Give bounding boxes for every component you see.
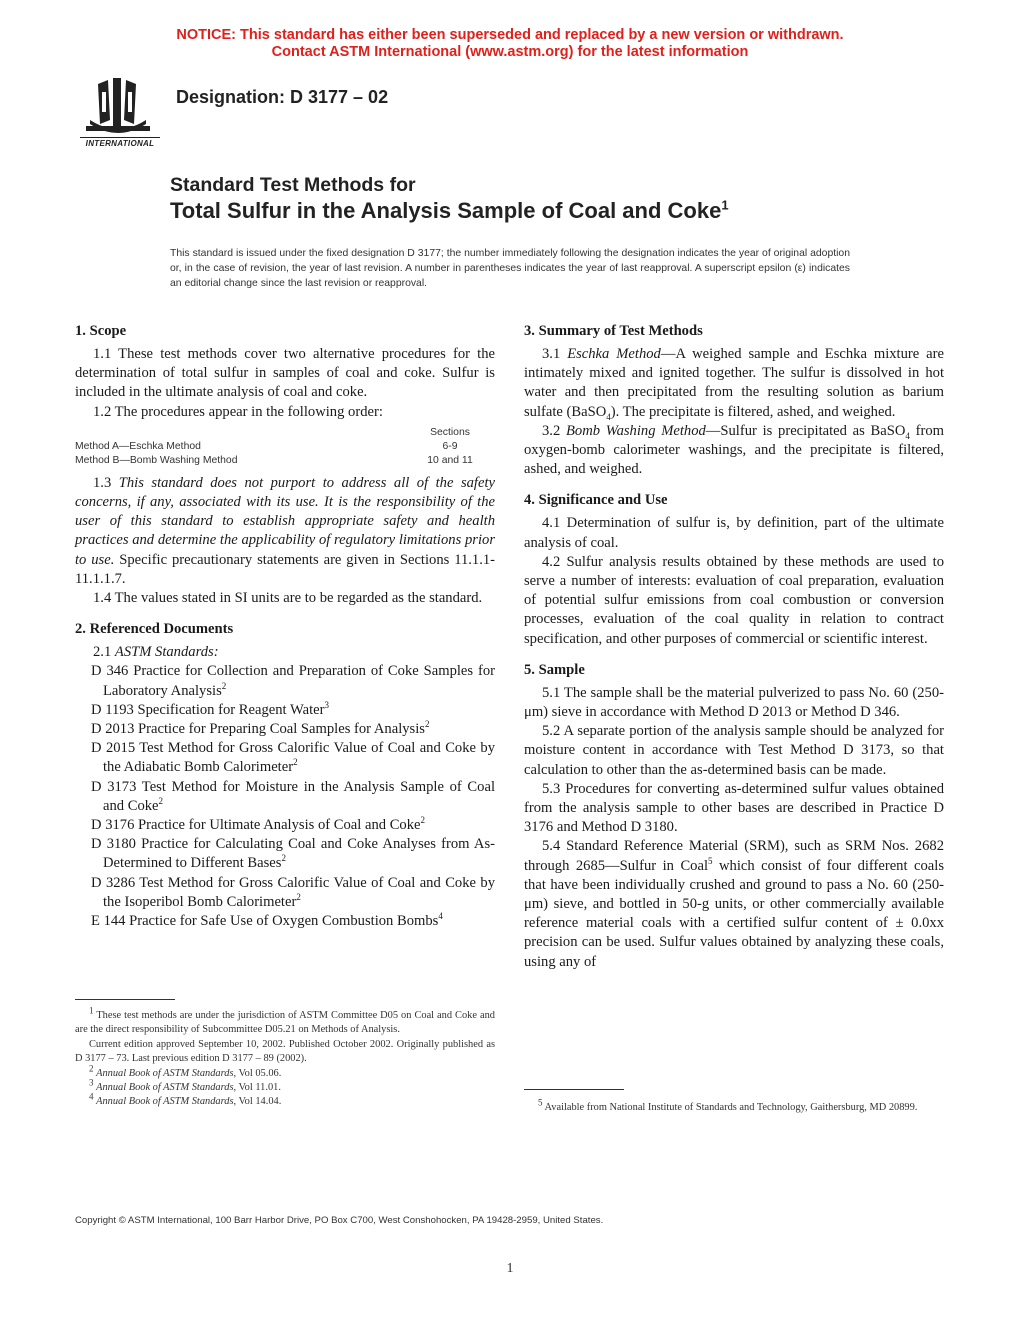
page-number: 1	[506, 1261, 514, 1276]
footnote-rule-left	[75, 999, 175, 1000]
footnote-5-text: Available from National Institute of Standards and Technology, Gaithersburg, MD 20899.	[544, 1102, 918, 1113]
footnotes-left	[75, 1005, 495, 1110]
para-3-1-text-a: —A weighed sample and Eschka mixture are intimately mixed and ignited together. The sulfur is dissolved in hot water and then precipitated from the resulting solution as barium sulfate (BaSO	[524, 346, 944, 420]
footnote-2-vol: , Vol 05.06.	[233, 1067, 282, 1079]
para-3-1-title: Eschka Method	[567, 346, 661, 362]
methods-table	[75, 426, 495, 468]
para-3-2-sub: 4	[905, 430, 910, 441]
para-1-1: 1.1 These test methods cover two alternative procedures for the determination of total sulfur in samples of coal and coke. Sulfur is included in the ultimate analysis of coal and coke.	[75, 346, 495, 401]
para-5-4-text-a: 5.4 Standard Reference Material (SRM), such as SRM Nos. 2682 through 2685—Sulfur in Coal	[524, 838, 944, 874]
para-3-2-num: 3.2	[542, 422, 561, 439]
footnote-rule-right	[524, 1089, 624, 1090]
ref-text: D 346 Practice for Collection and Preparation of Coke Samples for Laboratory Analysis	[91, 663, 495, 699]
list-item	[75, 778, 495, 816]
para-3-1-text-b: ). The precipitate is filtered, ashed, and weighed.	[610, 403, 896, 420]
footnote-5-mark: 5	[538, 1097, 543, 1108]
ref-text: D 1193 Specification for Reagent Water	[91, 701, 325, 718]
withdrawn-notice	[0, 27, 1020, 61]
copyright-line: Copyright © ASTM International, 100 Barr Harbor Drive, PO Box C700, West Conshohocken, PA 19428-2959, United States.	[75, 1215, 604, 1226]
title-line-2	[170, 198, 729, 224]
footnote-2-book: Annual Book of ASTM Standards	[96, 1067, 234, 1079]
list-item	[75, 739, 495, 777]
para-3-1-sub: 4	[606, 411, 611, 422]
heading-referenced-documents: 2. Referenced Documents	[75, 621, 234, 638]
para-1-3-num: 1.3	[93, 474, 112, 491]
footnote-4-vol: , Vol 14.04.	[233, 1096, 282, 1108]
title-main: Total Sulfur in the Analysis Sample of Coal and Coke	[170, 198, 722, 223]
heading-significance: 4. Significance and Use	[524, 492, 668, 509]
ref-footnote: 2	[424, 719, 430, 730]
footnote-4-book: Annual Book of ASTM Standards	[96, 1096, 234, 1108]
method-b-sections: 10 and 11	[427, 454, 473, 466]
para-5-2: 5.2 A separate portion of the analysis sample should be analyzed for moisture content in accordance with Test Method D 3173, so that calculation to other than the as-determined basis can be made.	[524, 723, 944, 778]
notice-line-1: NOTICE: This standard has either been superseded and replaced by a new version or withdrawn.	[176, 27, 844, 43]
ref-text: D 3180 Practice for Calculating Coal and Coke Analyses from As-Determined to Different Bases	[91, 836, 495, 872]
footnote-5	[524, 1097, 944, 1115]
footnote-3	[75, 1077, 495, 1095]
ref-footnote: 2	[158, 796, 164, 806]
method-a-sections: 6-9	[442, 440, 458, 452]
ref-footnote: 3	[324, 699, 329, 710]
ref-footnote: 2	[296, 892, 301, 903]
footnote-1-text: These test methods are under the jurisdiction of ASTM Committee D05 on Coal and Coke and are the direct responsibility of Subcommittee D05.21 on Methods of Analysis.	[75, 1010, 495, 1036]
footnote-2-mark: 2	[89, 1063, 94, 1074]
footnote-3-vol: , Vol 11.01.	[233, 1082, 281, 1094]
para-1-4: 1.4 The values stated in SI units are to be regarded as the standard.	[93, 590, 483, 607]
ref-footnote: 2	[281, 853, 286, 864]
para-5-3: 5.3 Procedures for converting as-determined sulfur values obtained from the analysis sample to other bases are described in Practice D 3176 and Method D 3180.	[524, 780, 944, 836]
ref-text: D 2015 Test Method for Gross Calorific Value of Coal and Coke by the Adiabatic Bomb Calorimeter	[91, 740, 495, 776]
para-1-2: 1.2 The procedures appear in the following order:	[93, 403, 383, 420]
ref-text: D 3173 Test Method for Moisture in the Analysis Sample of Coal and Coke	[91, 778, 495, 814]
footnote-4-mark: 4	[89, 1091, 94, 1102]
logo-international: INTERNATIONAL	[80, 137, 160, 148]
left-column	[75, 322, 495, 931]
footnote-1-edition: Current edition approved September 10, 2002. Published October 2002. Originally published as D 3177 – 73. Last previous edition D 3177 – 89 (2002).	[75, 1038, 495, 1065]
right-column	[524, 322, 944, 972]
heading-summary: 3. Summary of Test Methods	[524, 323, 703, 339]
para-1-3-caution: This standard does not purport to address all of the safety concerns, if any, associated with its use. It is the responsibility of the user of this standard to establish appropriate safety and health practices and determine the applicability of regulatory limitations prior to use.	[75, 474, 495, 568]
ref-text: D 3286 Test Method for Gross Calorific Value of Coal and Coke by the Isoperibol Bomb Calorimeter	[91, 874, 495, 910]
footnote-2	[75, 1063, 495, 1081]
ref-text: D 3176 Practice for Ultimate Analysis of Coal and Coke	[91, 817, 421, 834]
title-line-1: Standard Test Methods for	[170, 174, 416, 196]
para-4-1: 4.1 Determination of sulfur is, by definition, part of the ultimate analysis of coal.	[524, 515, 944, 551]
title-footnote-mark: 1	[721, 197, 729, 213]
para-4-2: 4.2 Sulfur analysis results obtained by these methods are used to serve a number of interests: evaluation of coal preparation, evaluation of potential sulfur emissions from coal combustion or conversion processes, evaluation of the coal quality in relation to contract specification, and other purposes of commercial or scientific interest.	[524, 553, 944, 647]
footnotes-right	[524, 1097, 944, 1115]
ref-footnote: 2	[221, 680, 227, 691]
table-row	[75, 440, 495, 454]
list-item	[75, 720, 495, 739]
method-a: Method A—Eschka Method	[75, 440, 201, 452]
para-5-1: 5.1 The sample shall be the material pulverized to pass No. 60 (250-μm) sieve in accordance with Method D 2013 or Method D 346.	[524, 684, 944, 721]
para-3-2	[524, 422, 944, 480]
ref-text: D 2013 Practice for Preparing Coal Samples for Analysis	[91, 721, 425, 738]
footnote-3-mark: 3	[89, 1077, 94, 1088]
footnote-3-book: Annual Book of ASTM Standards	[96, 1082, 234, 1094]
preface-note: This standard is issued under the fixed designation D 3177; the number immediately following the designation indicates the year of original adoption or, in the case of revision, the year of last revision. A number in parentheses indicates the year of last reapproval. A superscript epsilon (ε) indicates an editorial change since the last revision or reapproval.	[170, 248, 850, 289]
footnote-4	[75, 1091, 495, 1109]
ref-footnote: 2	[420, 815, 426, 826]
para-5-4-footnote: 5	[708, 855, 713, 866]
para-3-1	[524, 345, 944, 422]
ref-footnote: 2	[293, 757, 298, 768]
para-2-1-title: ASTM Standards:	[114, 644, 219, 661]
method-b: Method B—Bomb Washing Method	[75, 454, 238, 466]
ref-footnote: 4	[438, 911, 443, 922]
astm-logo	[76, 76, 160, 152]
list-item	[75, 912, 495, 931]
list-item	[75, 662, 495, 700]
notice-line-2: Contact ASTM International (www.astm.org) for the latest information	[271, 44, 749, 60]
heading-scope: 1. Scope	[75, 323, 127, 339]
list-item	[75, 701, 495, 720]
para-5-4-text-b: which consist of four different coals that have been individually crushed and ground to pass a No. 60 (250-μm) sieve, and bottled in 50-g units, or other commercially available reference material coals with a certified sulfur content of ± 0.0xx precision can be used. Sulfur values obtained by analyzing these coals, using any of	[524, 857, 944, 970]
para-2-1	[75, 643, 495, 662]
para-3-2-title: Bomb Washing Method	[565, 422, 706, 439]
ref-text: E 144 Practice for Safe Use of Oxygen Combustion Bombs	[91, 913, 439, 930]
para-5-4	[524, 837, 944, 971]
table-row	[75, 454, 495, 468]
para-1-3-rest: Specific precautionary statements are given in Sections 11.1.1-11.1.1.7.	[75, 551, 496, 587]
designation: Designation: D 3177 – 02	[176, 87, 389, 107]
table-header-sections: Sections	[430, 426, 470, 438]
list-item	[75, 816, 495, 835]
para-3-2-text-a: —Sulfur is precipitated as BaSO	[705, 422, 906, 439]
footnote-1-mark: 1	[89, 1005, 94, 1016]
para-3-1-num: 3.1	[542, 346, 561, 362]
para-3-2-text-b: from oxygen-bomb calorimeter washings, and the precipitate is filtered, ashed, and weighed.	[524, 422, 944, 478]
list-item	[75, 835, 495, 873]
para-1-3	[75, 474, 495, 589]
heading-sample: 5. Sample	[524, 661, 585, 678]
footnote-1	[75, 1005, 495, 1038]
para-2-1-num: 2.1	[93, 644, 112, 661]
list-item	[75, 874, 495, 912]
